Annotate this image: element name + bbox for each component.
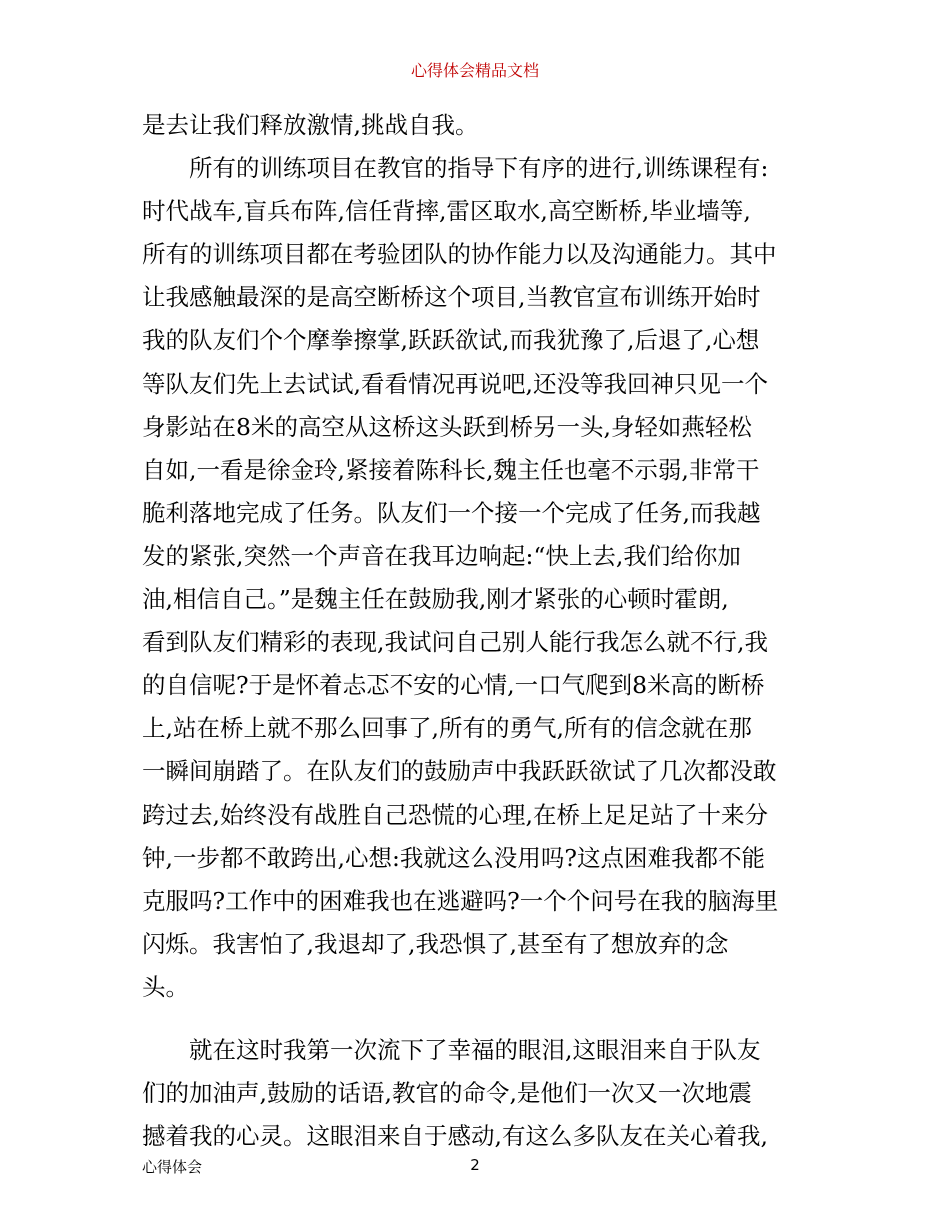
page-header-title: 心得体会精品文档 [410, 61, 539, 80]
text-line: 的自信呢?于是怀着忐忑不安的心情,一口气爬到8米高的断桥 [142, 671, 765, 700]
text-line: 看到队友们精彩的表现,我试问自己别人能行我怎么就不行,我 [142, 628, 768, 657]
text-line: 撼着我的心灵。这眼泪来自于感动,有这么多队友在关心着我, [142, 1122, 768, 1151]
text-line: 是去让我们释放激情,挑战自我。 [142, 111, 479, 139]
paragraph-1 [142, 104, 832, 147]
text-line: 等队友们先上去试试,看看情况再说吧,还没等我回神只见一个 [142, 369, 768, 398]
paragraph-3 [142, 1029, 832, 1158]
text-line: 我的队友们个个摩拳擦掌,跃跃欲试,而我犹豫了,后退了,心想 [142, 326, 760, 355]
text-line: 闪烁。我害怕了,我退却了,我恐惧了,甚至有了想放弃的念 [142, 929, 729, 958]
text-line: 克服吗?工作中的困难我也在逃避吗?一个个问号在我的脑海里 [142, 886, 779, 915]
text-line: 所有的训练项目都在考验团队的协作能力以及沟通能力。其中 [142, 240, 777, 269]
text-line: 头。 [142, 972, 189, 1001]
paragraph-2 [142, 147, 832, 1009]
footer-label: 心得体会 [142, 1158, 203, 1176]
text-line: 们的加油声,鼓励的话语,教官的命令,是他们一次又一次地震 [142, 1079, 752, 1108]
paragraph-gap [142, 1009, 832, 1029]
text-line: 身影站在8米的高空从这桥这头跃到桥另一头,身轻如燕轻松 [142, 412, 752, 441]
text-line: 一瞬间崩踏了。在队友们的鼓励声中我跃跃欲试了几次都没敢 [142, 757, 777, 786]
text-line: 自如,一看是徐金玲,紧接着陈科长,魏主任也毫不示弱,非常干 [142, 455, 760, 484]
document-body [142, 104, 832, 1158]
text-line: 发的紧张,突然一个声音在我耳边响起:“快上去,我们给你加 [142, 541, 741, 570]
text-line: 跨过去,始终没有战胜自己恐慌的心理,在桥上足足站了十来分 [142, 800, 768, 829]
text-line: 油,相信自己。”是魏主任在鼓励我,刚才紧张的心顿时霍朗, [142, 585, 729, 614]
text-line: 钟,一步都不敢跨出,心想:我就这么没用吗?这点困难我都不能 [142, 843, 765, 872]
text-line: 时代战车,盲兵布阵,信任背摔,雷区取水,高空断桥,毕业墙等, [142, 197, 751, 226]
text-line: 就在这时我第一次流下了幸福的眼泪,这眼泪来自于队友 [189, 1035, 761, 1064]
text-line: 上,站在桥上就不那么回事了,所有的勇气,所有的信念就在那 [142, 714, 752, 743]
text-line: 所有的训练项目在教官的指导下有序的进行,训练课程有: [189, 154, 769, 183]
page-number: 2 [470, 1156, 480, 1174]
text-line: 让我感触最深的是高空断桥这个项目,当教官宣布训练开始时 [142, 283, 761, 312]
text-line: 脆利落地完成了任务。队友们一个接一个完成了任务,而我越 [142, 498, 761, 527]
